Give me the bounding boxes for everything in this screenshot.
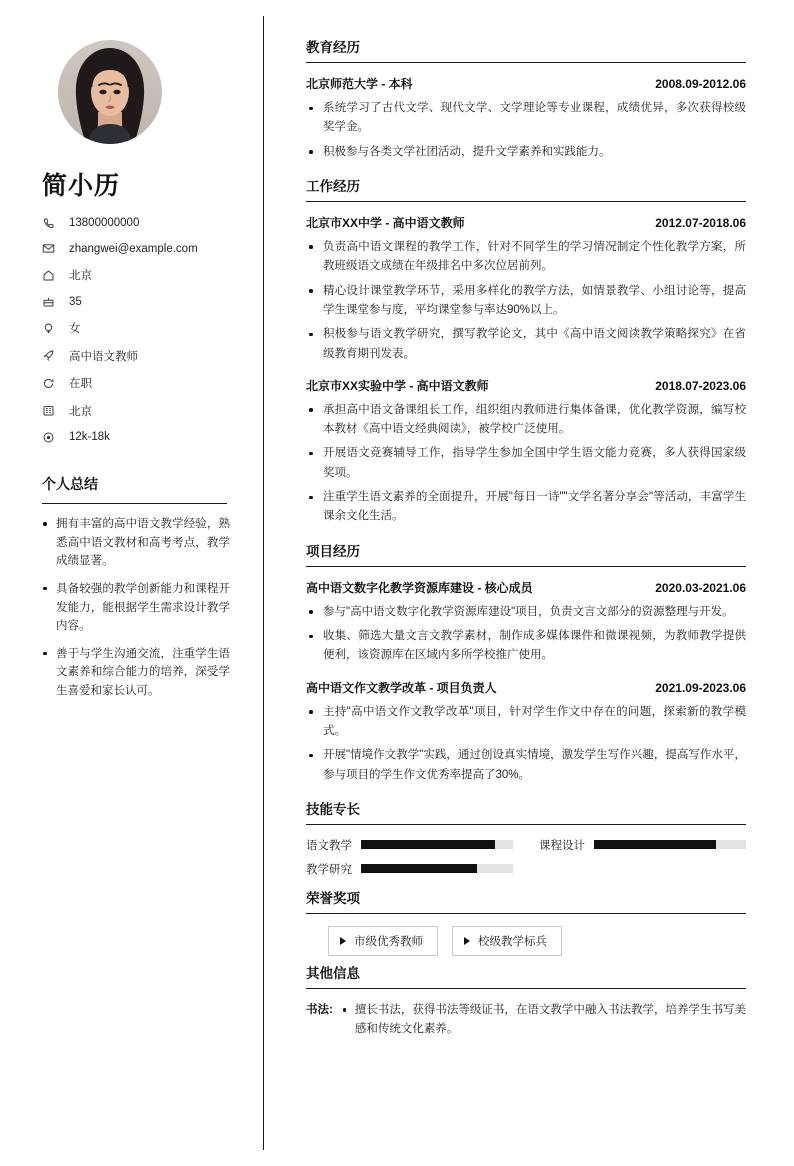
contact-value: 女 <box>69 323 81 335</box>
education-entry <box>306 75 746 162</box>
summary-title: 个人总结 <box>42 476 98 492</box>
other-text: 擅长书法，获得书法等级证书，在语文教学中融入书法教学，培养学生书写美感和传统文化素养。 <box>341 1001 746 1040</box>
awards-list <box>328 926 746 956</box>
skill-item <box>539 837 746 853</box>
list-item: 积极参与语文教学研究，撰写教学论文，其中《高中语文阅读教学策略探究》在省级教育期刊发表。 <box>306 325 746 364</box>
contact-age <box>42 295 230 309</box>
section-divider <box>306 566 746 567</box>
section-divider <box>306 201 746 202</box>
section-projects <box>306 540 746 785</box>
entry-header <box>306 75 746 92</box>
contact-value: 北京 <box>69 405 92 418</box>
entry-points <box>306 603 746 666</box>
mail-icon <box>42 242 60 256</box>
entry-title: 高中语文数字化教学资源库建设 - 核心成员 <box>306 580 533 595</box>
entry-title: 北京市XX中学 - 高中语文教师 <box>306 215 465 230</box>
section-title: 项目经历 <box>306 543 360 559</box>
skill-item <box>306 861 513 877</box>
page-title: 简小历 <box>42 172 121 200</box>
skill-bar-fill <box>594 840 716 849</box>
section-title: 其他信息 <box>306 965 360 981</box>
section-education <box>306 36 746 162</box>
entry-header <box>306 679 746 696</box>
contact-value: 北京 <box>69 270 92 282</box>
entry-points <box>306 238 746 364</box>
section-title: 荣誉奖项 <box>306 890 360 906</box>
list-item: 开展"情境作文教学"实践，通过创设真实情境，激发学生写作兴趣，提高写作水平，参与项目的学生作文优秀率提高了30%。 <box>306 746 746 785</box>
entry-date: 2020.03-2021.06 <box>655 580 746 595</box>
section-skills <box>306 798 746 877</box>
contact-work-city <box>42 403 230 419</box>
contact-value: 在职 <box>69 378 92 390</box>
contact-value: 12k-18k <box>69 431 110 443</box>
entry-header <box>306 214 746 231</box>
list-item: 承担高中语文备课组长工作，组织组内教师进行集体备课，优化教学资源，编写校本教材《高中语文经典阅读》，被学校广泛使用。 <box>306 401 746 440</box>
phone-icon <box>42 216 60 230</box>
contact-value: 13800000000 <box>69 217 140 229</box>
avatar <box>58 40 162 144</box>
section-title: 工作经历 <box>306 178 360 194</box>
work-entry <box>306 377 746 527</box>
skill-bar <box>594 840 746 849</box>
award-label: 校级教学标兵 <box>478 935 547 948</box>
contact-position <box>42 348 230 364</box>
award-badge <box>452 926 562 956</box>
skill-bar <box>361 840 513 849</box>
entry-title: 高中语文作文教学改革 - 项目负责人 <box>306 680 497 695</box>
play-triangle-icon <box>340 937 346 945</box>
contact-value: 35 <box>69 295 82 308</box>
salary-icon <box>42 430 60 444</box>
skill-item <box>306 837 513 853</box>
entry-date: 2012.07-2018.06 <box>655 215 746 230</box>
contact-email <box>42 242 230 256</box>
list-item: 精心设计课堂教学环节，采用多样化的教学方法，如情景教学、小组讨论等，提高学生课堂参与度，平均课堂参与率达90%以上。 <box>306 282 746 321</box>
entry-points <box>306 703 746 785</box>
rocket-icon <box>42 349 60 363</box>
skills-grid <box>306 837 746 877</box>
contact-city <box>42 267 230 283</box>
list-item: 主持"高中语文作文教学改革"项目，针对学生作文中存在的问题，探索新的教学模式。 <box>306 703 746 742</box>
home-icon <box>42 268 60 282</box>
list-item: 拥有丰富的高中语文教学经验，熟悉高中语文教材和高考考点，教学成绩显著。 <box>42 515 230 571</box>
contact-salary <box>42 430 230 444</box>
sidebar <box>0 0 264 1166</box>
entry-date: 2008.09-2012.06 <box>655 77 746 91</box>
list-item: 积极参与各类文学社团活动，提升文学素养和实践能力。 <box>306 143 746 162</box>
entry-date: 2021.09-2023.06 <box>655 680 746 695</box>
list-item: 注重学生语文素养的全面提升，开展"每日一诗""文学名著分享会"等活动，丰富学生课余文化生活。 <box>306 488 746 527</box>
summary-divider <box>42 503 227 504</box>
list-item: 负责高中语文课程的教学工作，针对不同学生的学习情况制定个性化教学方案，所教班级语文成绩在年级排名中多次位居前列。 <box>306 238 746 277</box>
project-entry <box>306 679 746 785</box>
building-icon <box>42 404 60 418</box>
skill-bar <box>361 864 513 873</box>
list-item: 具备较强的教学创新能力和课程开发能力，能根据学生需求设计教学内容。 <box>42 580 230 636</box>
entry-title: 北京师范大学 - 本科 <box>306 77 413 91</box>
list-item: 善于与学生沟通交流，注重学生语文素养和综合能力的培养，深受学生喜爱和家长认可。 <box>42 645 230 701</box>
cake-icon <box>42 295 60 309</box>
status-icon <box>42 376 60 390</box>
section-awards <box>306 887 746 956</box>
work-entry <box>306 214 746 364</box>
skill-bar-fill <box>361 864 477 873</box>
entry-header <box>306 377 746 394</box>
summary-list <box>42 515 230 701</box>
skill-label: 教学研究 <box>306 863 352 876</box>
entry-date: 2018.07-2023.06 <box>655 378 746 393</box>
section-title: 教育经历 <box>306 40 360 55</box>
other-item <box>306 1001 746 1040</box>
section-divider <box>306 913 746 914</box>
gender-icon <box>42 321 60 335</box>
avatar-photo <box>58 40 162 144</box>
contact-value: zhangwei@example.com <box>69 242 198 255</box>
entry-points <box>306 99 746 162</box>
other-label: 书法: <box>306 1003 333 1016</box>
list-item: 系统学习了古代文学、现代文学、文学理论等专业课程，成绩优异，多次获得校级奖学金。 <box>306 99 746 138</box>
list-item: 开展语文竞赛辅导工作，指导学生参加全国中学生语文能力竞赛，多人获得国家级奖项。 <box>306 444 746 483</box>
contact-gender <box>42 320 230 336</box>
section-divider <box>306 62 746 63</box>
skill-bar-fill <box>361 840 495 849</box>
list-item: 收集、筛选大量文言文教学素材，制作成多媒体课件和微课视频，为教师教学提供便利，该资源库在区域内多所学校推广使用。 <box>306 627 746 666</box>
project-entry <box>306 579 746 666</box>
skill-label: 课程设计 <box>539 839 585 852</box>
contact-value: 高中语文教师 <box>69 350 138 363</box>
section-title: 技能专长 <box>306 801 360 817</box>
section-divider <box>306 988 746 989</box>
section-work <box>306 175 746 527</box>
entry-title: 北京市XX实验中学 - 高中语文教师 <box>306 378 489 393</box>
contact-list <box>42 216 230 444</box>
entry-header <box>306 579 746 596</box>
entry-points <box>306 401 746 527</box>
section-divider <box>306 824 746 825</box>
contact-phone <box>42 216 230 230</box>
award-label: 市级优秀教师 <box>354 935 423 948</box>
main-content <box>264 0 794 1166</box>
award-badge <box>328 926 438 956</box>
skill-label: 语文教学 <box>306 839 352 852</box>
play-triangle-icon <box>464 937 470 945</box>
contact-status <box>42 375 230 391</box>
list-item: 参与"高中语文数字化教学资源库建设"项目，负责文言文部分的资源整理与开发。 <box>306 603 746 622</box>
section-other <box>306 962 746 1040</box>
